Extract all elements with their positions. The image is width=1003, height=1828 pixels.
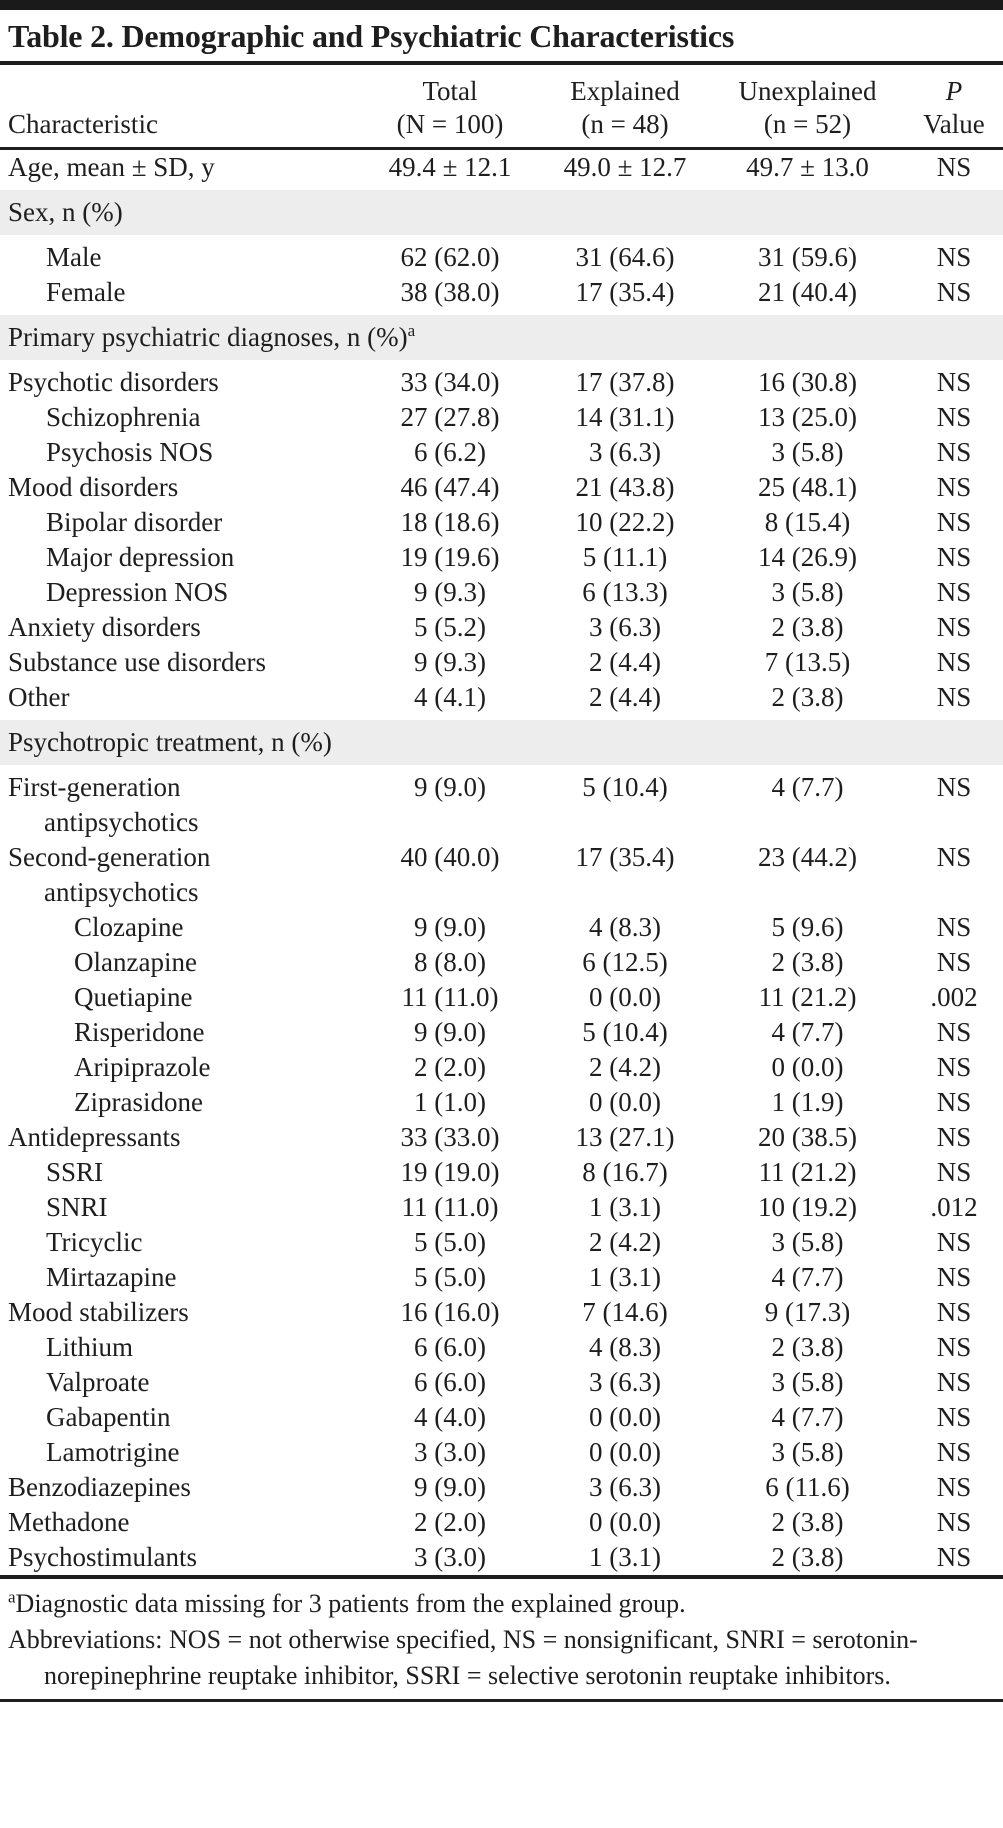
cell-total: 5 (5.0) [414, 1262, 486, 1292]
table-row [0, 1190, 1003, 1225]
cell-unexplained: 8 (15.4) [764, 507, 851, 537]
row-label-line1: Bipolar disorder [46, 507, 223, 537]
row-label [0, 1540, 360, 1575]
row-label [0, 575, 360, 610]
cell-unexplained: 4 (7.7) [771, 1017, 844, 1047]
row-label-line1: Clozapine [74, 912, 184, 942]
cell-p: NS [936, 1507, 972, 1537]
cell-explained: 2 (4.2) [589, 1052, 661, 1082]
table-row [0, 1400, 1003, 1435]
row-label [0, 768, 360, 841]
row-label [0, 1155, 360, 1190]
row-label-line1: Mood disorders [8, 472, 179, 502]
row-label [0, 1400, 360, 1435]
cell-unexplained: 2 (3.8) [771, 1542, 844, 1572]
table-row [0, 1015, 1003, 1050]
cell-unexplained: 2 (3.8) [771, 1332, 844, 1362]
cell-total: 18 (18.6) [400, 507, 500, 537]
cell-total: 2 (2.0) [414, 1052, 486, 1082]
cell-explained: 0 (0.0) [589, 1507, 661, 1537]
table-footnotes [0, 1575, 1003, 1696]
cell-unexplained: 2 (3.8) [771, 947, 844, 977]
table-row [0, 680, 1003, 718]
cell-explained: 5 (10.4) [582, 1017, 668, 1047]
cell-total: 19 (19.0) [400, 1157, 500, 1187]
cell-unexplained: 6 (11.6) [765, 1472, 850, 1502]
table-row [0, 1155, 1003, 1190]
cell-explained: 31 (64.6) [575, 242, 675, 272]
cell-unexplained: 31 (59.6) [758, 242, 857, 272]
row-label [0, 275, 360, 313]
cell-total: 46 (47.4) [400, 472, 500, 502]
footnote-abbreviations: Abbreviations: NOS = not otherwise specified, NS = nonsignificant, SNRI = serotonin-norepinephrine reuptake inhibitor, SSRI = selective serotonin reuptake inhibitors. [8, 1625, 918, 1690]
table-row [0, 1295, 1003, 1330]
cell-unexplained: 2 (3.8) [771, 612, 844, 642]
cell-unexplained: 2 (3.8) [771, 1507, 844, 1537]
cell-unexplained: 25 (48.1) [758, 472, 857, 502]
row-label [0, 1505, 360, 1540]
row-label [0, 840, 360, 910]
cell-explained: 5 (10.4) [582, 772, 668, 802]
row-label [0, 1085, 360, 1120]
cell-total: 4 (4.1) [414, 682, 486, 712]
col-header-p-value [905, 65, 1003, 149]
cell-explained: 0 (0.0) [589, 1087, 661, 1117]
cell-p: NS [936, 1227, 972, 1257]
row-label [0, 1295, 360, 1330]
cell-total: 9 (9.0) [414, 772, 486, 802]
cell-explained: 17 (35.4) [575, 277, 675, 307]
row-label-line1: Aripiprazole [74, 1052, 211, 1082]
row-label [0, 1015, 360, 1050]
row-label [0, 1120, 360, 1155]
cell-p: NS [936, 1017, 972, 1047]
table-row [0, 980, 1003, 1015]
row-label-line1: Olanzapine [74, 947, 197, 977]
row-label [0, 400, 360, 435]
cell-unexplained: 13 (25.0) [758, 402, 857, 432]
cell-unexplained: 0 (0.0) [771, 1052, 844, 1082]
cell-explained: 49.0 ± 12.7 [563, 152, 687, 182]
cell-total: 8 (8.0) [414, 947, 486, 977]
footnote-a [8, 1586, 997, 1622]
section-header-label: Psychotropic treatment, n (%) [0, 718, 1003, 768]
cell-p: NS [936, 1297, 972, 1327]
section-header-row [0, 313, 1003, 363]
cell-explained: 4 (8.3) [589, 912, 661, 942]
footnote-a-text: Diagnostic data missing for 3 patients from the explained group. [15, 1589, 686, 1618]
top-rule [0, 0, 1003, 10]
cell-explained: 1 (3.1) [589, 1192, 661, 1222]
col-header-line1: P [945, 76, 963, 106]
row-label-line1: Other [8, 682, 70, 712]
table-row [0, 1260, 1003, 1295]
header-row [0, 65, 1003, 149]
cell-total: 3 (3.0) [414, 1437, 486, 1467]
col-header-line2: (n = 52) [763, 109, 852, 139]
row-label [0, 645, 360, 680]
cell-unexplained: 16 (30.8) [758, 367, 857, 397]
cell-p: NS [936, 1542, 972, 1572]
cell-total: 27 (27.8) [400, 402, 500, 432]
table-header [0, 65, 1003, 149]
row-label-line1: Age, mean ± SD, y [8, 152, 215, 182]
cell-unexplained: 5 (9.6) [771, 912, 844, 942]
cell-unexplained: 10 (19.2) [758, 1192, 857, 1222]
cell-unexplained: 3 (5.8) [771, 577, 844, 607]
row-label [0, 1330, 360, 1365]
table-row [0, 1470, 1003, 1505]
col-header-line2: Value [923, 109, 985, 139]
cell-p: NS [936, 577, 972, 607]
table-row [0, 540, 1003, 575]
row-label [0, 980, 360, 1015]
row-label-line1: Second-generation [8, 842, 211, 872]
cell-explained: 17 (35.4) [575, 842, 675, 872]
col-header-line2: (n = 48) [581, 109, 669, 139]
cell-total: 9 (9.3) [414, 647, 486, 677]
col-header-line2: (N = 100) [396, 109, 504, 139]
row-label-line1: SNRI [46, 1192, 108, 1222]
table-row [0, 1120, 1003, 1155]
cell-p: NS [936, 402, 972, 432]
cell-p: NS [936, 1367, 972, 1397]
cell-p: NS [936, 277, 972, 307]
section-header-label: Sex, n (%) [0, 188, 1003, 238]
cell-explained: 4 (8.3) [589, 1332, 661, 1362]
row-label-line1: Depression NOS [46, 577, 229, 607]
row-label-line1: Benzodiazepines [8, 1472, 191, 1502]
cell-p: NS [936, 842, 972, 872]
cell-total: 5 (5.2) [414, 612, 486, 642]
row-label-line1: Psychostimulants [8, 1542, 198, 1572]
row-label-line1: Female [46, 277, 126, 307]
cell-explained: 0 (0.0) [589, 982, 661, 1012]
cell-unexplained: 20 (38.5) [758, 1122, 857, 1152]
table-row [0, 1365, 1003, 1400]
row-label [0, 910, 360, 945]
cell-unexplained: 3 (5.8) [771, 437, 844, 467]
cell-unexplained: 7 (13.5) [764, 647, 851, 677]
bottom-rule [0, 1699, 1003, 1702]
cell-total: 2 (2.0) [414, 1507, 486, 1537]
cell-unexplained: 3 (5.8) [771, 1437, 844, 1467]
row-label-line1: Lamotrigine [46, 1437, 180, 1467]
cell-total: 9 (9.0) [414, 1472, 486, 1502]
cell-explained: 1 (3.1) [589, 1542, 661, 1572]
row-label-line1: Gabapentin [46, 1402, 171, 1432]
cell-p: NS [936, 242, 972, 272]
cell-unexplained: 9 (17.3) [764, 1297, 851, 1327]
cell-explained: 3 (6.3) [589, 1472, 661, 1502]
cell-p: NS [936, 367, 972, 397]
table-row [0, 238, 1003, 276]
row-label [0, 610, 360, 645]
footnote-a-marker: a [8, 1587, 16, 1607]
cell-explained: 3 (6.3) [589, 1367, 661, 1397]
row-label-line1: Psychosis NOS [46, 437, 214, 467]
cell-p: .002 [930, 982, 978, 1012]
cell-unexplained: 1 (1.9) [771, 1087, 844, 1117]
cell-explained: 14 (31.1) [575, 402, 675, 432]
cell-unexplained: 2 (3.8) [771, 682, 844, 712]
cell-explained: 8 (16.7) [582, 1157, 668, 1187]
cell-total: 33 (34.0) [400, 367, 500, 397]
cell-explained: 7 (14.6) [582, 1297, 668, 1327]
cell-explained: 1 (3.1) [589, 1262, 661, 1292]
col-header-line2: Characteristic [8, 109, 158, 139]
cell-p: NS [936, 1332, 972, 1362]
table-row [0, 610, 1003, 645]
col-header-unexplained [710, 65, 905, 149]
cell-total: 6 (6.0) [414, 1332, 486, 1362]
col-header-total [360, 65, 540, 149]
section-header-row [0, 718, 1003, 768]
cell-p: NS [936, 647, 972, 677]
cell-total: 49.4 ± 12.1 [388, 152, 512, 182]
row-label-line1: Risperidone [74, 1017, 205, 1047]
cell-total: 5 (5.0) [414, 1227, 486, 1257]
row-label-line1: Mirtazapine [46, 1262, 177, 1292]
row-label [0, 680, 360, 718]
section-footnote-marker: a [407, 321, 416, 340]
row-label [0, 1225, 360, 1260]
cell-unexplained: 11 (21.2) [758, 1157, 857, 1187]
cell-total: 4 (4.0) [414, 1402, 486, 1432]
cell-p: NS [936, 1157, 972, 1187]
row-label-line1: SSRI [46, 1157, 104, 1187]
cell-total: 1 (1.0) [414, 1087, 486, 1117]
characteristics-table [0, 65, 1003, 1575]
cell-explained: 5 (11.1) [582, 542, 668, 572]
cell-p: NS [936, 682, 972, 712]
cell-p: NS [936, 507, 972, 537]
row-label [0, 945, 360, 980]
cell-explained: 17 (37.8) [575, 367, 675, 397]
table-row [0, 910, 1003, 945]
cell-p: NS [936, 772, 972, 802]
cell-total: 9 (9.0) [414, 912, 486, 942]
row-label-line1: Substance use disorders [8, 647, 266, 677]
col-header-line1: Explained [570, 76, 680, 106]
table-row [0, 470, 1003, 505]
row-label-line1: Male [46, 242, 102, 272]
row-label-line2: antipsychotics [44, 807, 199, 837]
row-label-line1: Major depression [46, 542, 235, 572]
row-label-line1: Valproate [46, 1367, 150, 1397]
cell-total: 11 (11.0) [401, 982, 499, 1012]
cell-total: 62 (62.0) [400, 242, 500, 272]
section-header-label: Primary psychiatric diagnoses, n (%)$^a$ [0, 313, 1003, 363]
table-row [0, 645, 1003, 680]
cell-total: 11 (11.0) [401, 1192, 499, 1222]
cell-unexplained: 3 (5.8) [771, 1227, 844, 1257]
cell-unexplained: 4 (7.7) [771, 1402, 844, 1432]
row-label [0, 470, 360, 505]
cell-p: NS [936, 612, 972, 642]
cell-p: NS [936, 152, 972, 182]
cell-unexplained: 14 (26.9) [758, 542, 857, 572]
table-row [0, 505, 1003, 540]
cell-total: 6 (6.2) [414, 437, 486, 467]
cell-unexplained: 21 (40.4) [758, 277, 857, 307]
cell-p: NS [936, 1262, 972, 1292]
table-title: Table 2. Demographic and Psychiatric Characteristics [0, 10, 1003, 65]
cell-explained: 2 (4.4) [589, 682, 661, 712]
cell-unexplained: 11 (21.2) [758, 982, 857, 1012]
cell-unexplained: 49.7 ± 13.0 [746, 152, 869, 182]
cell-total: 16 (16.0) [400, 1297, 500, 1327]
cell-total: 3 (3.0) [414, 1542, 486, 1572]
row-label-line1: Antidepressants [8, 1122, 181, 1152]
cell-p: NS [936, 1402, 972, 1432]
cell-unexplained: 3 (5.8) [771, 1367, 844, 1397]
cell-p: NS [936, 1052, 972, 1082]
cell-explained: 2 (4.4) [589, 647, 661, 677]
cell-p: NS [936, 472, 972, 502]
cell-total: 19 (19.6) [400, 542, 500, 572]
table-row [0, 768, 1003, 841]
cell-unexplained: 4 (7.7) [771, 772, 844, 802]
row-label-line1: First-generation [8, 772, 181, 802]
cell-explained: 2 (4.2) [589, 1227, 661, 1257]
table-row [0, 575, 1003, 610]
cell-explained: 6 (13.3) [582, 577, 668, 607]
cell-explained: 21 (43.8) [575, 472, 675, 502]
table-row [0, 435, 1003, 470]
col-header-line1: Total [422, 76, 478, 106]
cell-total: 40 (40.0) [400, 842, 500, 872]
row-label-line1: Psychotic disorders [8, 367, 219, 397]
row-label [0, 1470, 360, 1505]
cell-total: 9 (9.3) [414, 577, 486, 607]
cell-p: NS [936, 912, 972, 942]
row-label-line1: Anxiety disorders [8, 612, 201, 642]
cell-unexplained: 4 (7.7) [771, 1262, 844, 1292]
cell-explained: 13 (27.1) [575, 1122, 675, 1152]
table-row [0, 363, 1003, 401]
table-row [0, 840, 1003, 910]
section-header-row [0, 188, 1003, 238]
cell-p: NS [936, 437, 972, 467]
cell-explained: 3 (6.3) [589, 437, 661, 467]
row-label [0, 1050, 360, 1085]
cell-p: NS [936, 1437, 972, 1467]
cell-p: .012 [930, 1192, 978, 1222]
table-row [0, 1540, 1003, 1575]
row-label-line1: Tricyclic [46, 1227, 143, 1257]
cell-p: NS [936, 947, 972, 977]
row-label [0, 1260, 360, 1295]
table-row [0, 275, 1003, 313]
col-header-explained [540, 65, 710, 149]
cell-total: 6 (6.0) [414, 1367, 486, 1397]
row-label [0, 363, 360, 401]
row-label [0, 149, 360, 188]
row-label [0, 238, 360, 276]
row-label-line1: Quetiapine [74, 982, 193, 1012]
col-header-characteristic [0, 65, 360, 149]
table-row [0, 400, 1003, 435]
cell-p: NS [936, 542, 972, 572]
cell-explained: 3 (6.3) [589, 612, 661, 642]
row-label [0, 1435, 360, 1470]
cell-p: NS [936, 1472, 972, 1502]
table-row [0, 1330, 1003, 1365]
cell-total: 33 (33.0) [400, 1122, 500, 1152]
row-label [0, 1190, 360, 1225]
table-row [0, 149, 1003, 188]
cell-p: NS [936, 1122, 972, 1152]
row-label-line1: Lithium [46, 1332, 133, 1362]
cell-explained: 0 (0.0) [589, 1402, 661, 1432]
cell-unexplained: 23 (44.2) [758, 842, 857, 872]
table-row [0, 1505, 1003, 1540]
col-header-line1: Unexplained [738, 76, 877, 106]
row-label-line1: Mood stabilizers [8, 1297, 189, 1327]
cell-explained: 0 (0.0) [589, 1437, 661, 1467]
cell-explained: 10 (22.2) [575, 507, 675, 537]
cell-p: NS [936, 1087, 972, 1117]
cell-total: 9 (9.0) [414, 1017, 486, 1047]
row-label-line2: antipsychotics [44, 877, 199, 907]
cell-total: 38 (38.0) [400, 277, 500, 307]
row-label [0, 435, 360, 470]
table-row [0, 1085, 1003, 1120]
row-label-line1: Ziprasidone [74, 1087, 203, 1117]
table-row [0, 945, 1003, 980]
table-row [0, 1435, 1003, 1470]
cell-explained: 6 (12.5) [582, 947, 668, 977]
table-body [0, 149, 1003, 1576]
row-label [0, 1365, 360, 1400]
row-label-line1: Schizophrenia [46, 402, 201, 432]
row-label [0, 505, 360, 540]
table-row [0, 1225, 1003, 1260]
row-label [0, 540, 360, 575]
table-row [0, 1050, 1003, 1085]
row-label-line1: Methadone [8, 1507, 130, 1537]
